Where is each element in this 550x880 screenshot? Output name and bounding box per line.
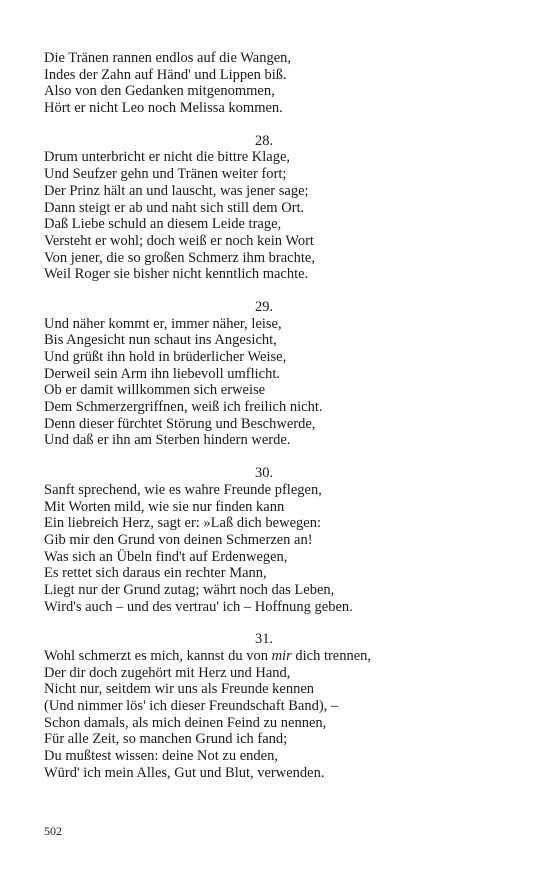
stanza xyxy=(44,50,514,117)
verse-line: Versteht er wohl; doch weiß er noch kein Wort xyxy=(44,232,314,249)
verse-line: Ein liebreich Herz, sagt er: »Laß dich bewegen: xyxy=(44,515,321,532)
stanza-number: 31. xyxy=(254,631,274,648)
verse-line: Gib mir den Grund von deinen Schmerzen an! xyxy=(44,531,313,548)
verse-line: Ob er damit willkommen sich erweise xyxy=(44,382,266,399)
verse-line: Für alle Zeit, so manchen Grund ich fand; xyxy=(44,731,288,748)
stanza xyxy=(44,631,514,781)
verse-line: Sanft sprechend, wie es wahre Freunde pflegen, xyxy=(44,481,322,498)
verse-line: Und Seufzer gehn und Tränen weiter fort; xyxy=(44,166,287,183)
verse-line: Der Prinz hält an und lauscht, was jener sage; xyxy=(44,182,309,199)
verse-text: Wohl schmerzt es mich, kannst du von xyxy=(44,648,272,664)
verse-line: Von jener, die so großen Schmerz ihm brachte, xyxy=(44,249,315,266)
verse-line: Bis Angesicht nun schaut ins Angesicht, xyxy=(44,332,277,349)
verse-line: Daß Liebe schuld an diesem Leide trage, xyxy=(44,216,282,233)
emphasized-word: mir xyxy=(271,648,292,664)
verse-line: Die Tränen rannen endlos auf die Wangen, xyxy=(44,50,292,66)
stanza xyxy=(44,465,514,615)
verse-line: (Und nimmer lös' ich dieser Freundschaft Band), – xyxy=(44,698,339,715)
verse-line: Also von den Gedanken mitgenommen, xyxy=(44,83,275,100)
verse-line: Wird's auch – und des vertrau' ich – Hoffnung geben. xyxy=(44,598,353,615)
stanza xyxy=(44,133,514,283)
verse-line: Derweil sein Arm ihn liebevoll umflicht. xyxy=(44,365,280,382)
verse-line: Und daß er ihn am Sterben hindern werde. xyxy=(44,432,291,449)
verse-line: Denn dieser fürchtet Störung und Beschwerde, xyxy=(44,415,316,432)
verse-line: Nicht nur, seitdem wir uns als Freunde kennen xyxy=(44,681,315,698)
verse-line: Mit Worten mild, wie sie nur finden kann xyxy=(44,498,285,515)
verse-line: Was sich an Übeln find't auf Erdenwegen, xyxy=(44,548,288,565)
verse-line: Du mußtest wissen: deine Not zu enden, xyxy=(44,748,278,765)
stanza-number: 28. xyxy=(254,132,274,149)
verse-line: Dem Schmerzergriffnen, weiß ich freilich nicht. xyxy=(44,399,323,416)
verse-line: Liegt nur der Grund zutag; währt noch das Leben, xyxy=(44,581,335,598)
verse-line: Und grüßt ihn hold in brüderlicher Weise, xyxy=(44,349,287,365)
verse-line: Dann steigt er ab und naht sich still dem Ort. xyxy=(44,199,305,216)
poem-page xyxy=(44,50,514,782)
stanza-number: 29. xyxy=(254,298,274,315)
verse-text: dich trennen, xyxy=(291,648,372,664)
verse-line: Der dir doch zugehört mit Herz und Hand, xyxy=(44,664,291,681)
stanza-number: 30. xyxy=(254,465,274,482)
verse-line: Weil Roger sie bisher nicht kenntlich machte. xyxy=(44,266,309,283)
page-number: 502 xyxy=(44,824,62,838)
verse-line: Hört er nicht Leo noch Melissa kommen. xyxy=(44,100,283,117)
verse-line: Indes der Zahn auf Händ' und Lippen biß. xyxy=(44,66,287,83)
verse-line: Würd' ich mein Alles, Gut und Blut, verwenden. xyxy=(44,764,325,781)
verse-line: Drum unterbricht er nicht die bittre Klage, xyxy=(44,149,291,166)
verse-line xyxy=(44,648,514,665)
verse-line: Es rettet sich daraus ein rechter Mann, xyxy=(44,565,267,582)
verse-line: Schon damals, als mich deinen Feind zu nennen, xyxy=(44,714,327,731)
stanza xyxy=(44,299,514,449)
verse-line: Und näher kommt er, immer näher, leise, xyxy=(44,315,282,332)
